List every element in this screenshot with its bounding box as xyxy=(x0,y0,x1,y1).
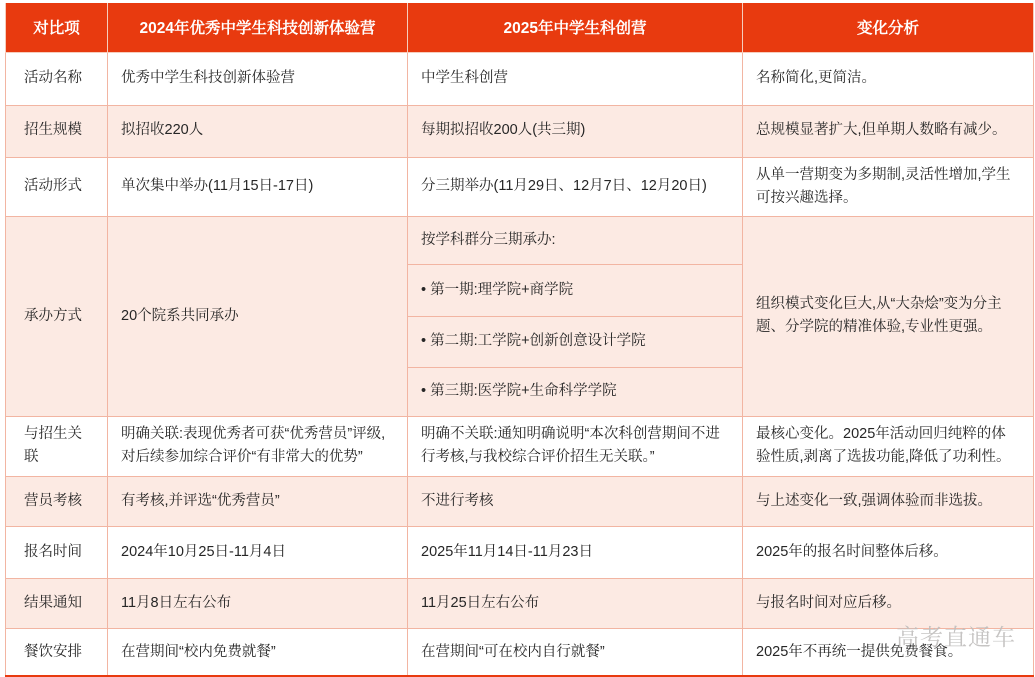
table-row xyxy=(6,628,1034,676)
cell-2025: 11月25日左右公布 xyxy=(408,578,743,628)
cell-analysis: 最核心变化。2025年活动回归纯粹的体验性质,剥离了选拔功能,降低了功利性。 xyxy=(743,416,1034,476)
cell-2025: 明确不关联:通知明确说明“本次科创营期间不进行考核,与我校综合评价招生无关联。” xyxy=(408,416,743,476)
row-label: 营员考核 xyxy=(6,476,108,526)
cell-analysis: 总规模显著扩大,但单期人数略有减少。 xyxy=(743,105,1034,157)
table-row xyxy=(6,578,1034,628)
cell-2024: 单次集中举办(11月15日-17日) xyxy=(108,157,408,216)
table-row xyxy=(6,52,1034,105)
cell-2025-sub: • 第一期:理学院+商学院 xyxy=(408,264,743,316)
row-label: 招生规模 xyxy=(6,105,108,157)
cell-analysis: 2025年的报名时间整体后移。 xyxy=(743,526,1034,578)
cell-2025-sub: • 第三期:医学院+生命科学学院 xyxy=(408,367,743,416)
cell-analysis: 与报名时间对应后移。 xyxy=(743,578,1034,628)
cell-2024: 在营期间“校内免费就餐” xyxy=(108,628,408,676)
table-row xyxy=(6,157,1034,216)
table-header-row xyxy=(6,3,1034,52)
header-cell-item: 对比项 xyxy=(6,3,108,52)
cell-analysis: 名称简化,更简洁。 xyxy=(743,52,1034,105)
row-label: 承办方式 xyxy=(6,216,108,416)
cell-2025: 2025年11月14日-11月23日 xyxy=(408,526,743,578)
row-label: 餐饮安排 xyxy=(6,628,108,676)
cell-2024: 明确关联:表现优秀者可获“优秀营员”评级,对后续参加综合评价“有非常大的优势” xyxy=(108,416,408,476)
cell-2025: 中学生科创营 xyxy=(408,52,743,105)
table-row xyxy=(6,526,1034,578)
cell-2025-sub: • 第二期:工学院+创新创意设计学院 xyxy=(408,316,743,367)
watermark-gaokao-zhitongche: 高考直通车 xyxy=(896,624,1016,650)
header-cell-analysis: 变化分析 xyxy=(743,3,1034,52)
header-cell-2024: 2024年优秀中学生科技创新体验营 xyxy=(108,3,408,52)
header-cell-2025: 2025年中学生科创营 xyxy=(408,3,743,52)
cell-analysis: 2025年不再统一提供免费餐食。 xyxy=(743,628,1034,676)
cell-2024: 2024年10月25日-11月4日 xyxy=(108,526,408,578)
row-label: 活动名称 xyxy=(6,52,108,105)
cell-analysis: 与上述变化一致,强调体验而非选拔。 xyxy=(743,476,1034,526)
cell-2024: 有考核,并评选“优秀营员” xyxy=(108,476,408,526)
row-label: 与招生关联 xyxy=(6,416,108,476)
cell-2024: 20个院系共同承办 xyxy=(108,216,408,416)
cell-analysis: 组织模式变化巨大,从“大杂烩”变为分主题、分学院的精准体验,专业性更强。 xyxy=(743,216,1034,416)
table-row-hosting xyxy=(6,216,1034,264)
cell-2024: 11月8日左右公布 xyxy=(108,578,408,628)
cell-2024: 拟招收220人 xyxy=(108,105,408,157)
row-label: 结果通知 xyxy=(6,578,108,628)
row-label: 活动形式 xyxy=(6,157,108,216)
cell-2025: 分三期举办(11月29日、12月7日、12月20日) xyxy=(408,157,743,216)
table-row xyxy=(6,416,1034,476)
table-row xyxy=(6,476,1034,526)
cell-2025-sub: 按学科群分三期承办: xyxy=(408,216,743,264)
cell-2025: 在营期间“可在校内自行就餐” xyxy=(408,628,743,676)
table-row xyxy=(6,105,1034,157)
cell-2025: 不进行考核 xyxy=(408,476,743,526)
cell-2024: 优秀中学生科技创新体验营 xyxy=(108,52,408,105)
cell-2025: 每期拟招收200人(共三期) xyxy=(408,105,743,157)
row-label: 报名时间 xyxy=(6,526,108,578)
camp-comparison-table xyxy=(5,3,1034,677)
cell-analysis: 从单一营期变为多期制,灵活性增加,学生可按兴趣选择。 xyxy=(743,157,1034,216)
